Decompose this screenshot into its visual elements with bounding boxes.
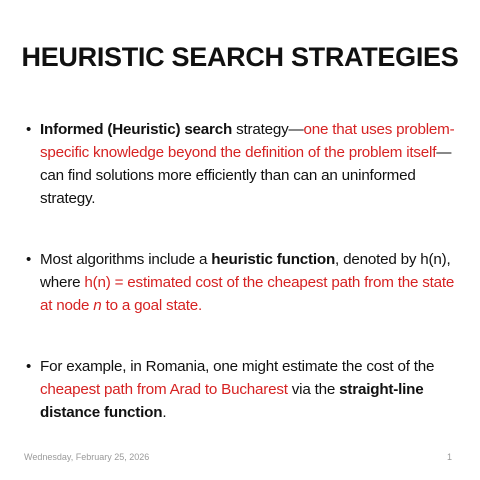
text-run: n <box>93 297 102 314</box>
text-run: Informed (Heuristic) search <box>40 121 233 138</box>
bullet-item <box>24 248 456 317</box>
slide-title: HEURISTIC SEARCH STRATEGIES <box>21 42 459 72</box>
text-run: to a goal state. <box>101 297 202 314</box>
bullet-list <box>24 118 456 424</box>
text-run: strategy— <box>232 121 304 138</box>
bullet-item <box>24 355 456 424</box>
text-run: —can find solutions more efficiently than can an uninformed strategy. <box>40 144 452 207</box>
bullet-text-informed-search <box>40 121 454 207</box>
text-run: , denoted by h(n), where <box>40 251 451 291</box>
text-run: . <box>162 404 167 421</box>
bullet-dot: • <box>26 358 32 375</box>
bullet-dot: • <box>26 121 32 138</box>
bullet-text-romania-example <box>40 358 434 421</box>
text-run: For example, in Romania, one might estimate the cost of the <box>40 358 435 375</box>
footer-page-number: 1 <box>446 452 452 462</box>
text-run: h(n) = estimated cost of the cheapest path from the state at node <box>40 274 455 314</box>
bullet-dot: • <box>26 251 32 268</box>
text-run: one that uses problem-specific knowledge beyond the definition of the problem itself <box>40 121 455 161</box>
bullet-item <box>24 118 456 210</box>
text-run: cheapest path from Arad to Bucharest <box>40 381 288 398</box>
footer-date: Wednesday, February 25, 2026 <box>24 452 150 462</box>
text-run: via the <box>287 381 340 398</box>
text-run: heuristic function <box>211 251 336 268</box>
text-run: Most algorithms include a <box>40 251 212 268</box>
text-run: straight-line distance function <box>40 381 424 421</box>
bullet-text-heuristic-function <box>40 251 454 314</box>
